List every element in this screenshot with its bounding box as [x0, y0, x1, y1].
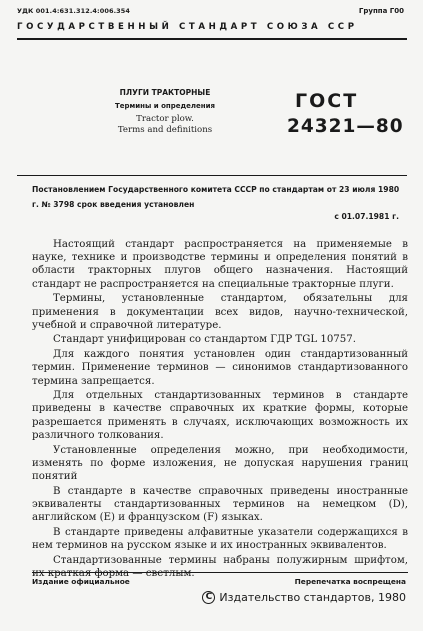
- body-text: [32, 238, 408, 582]
- publisher-name: Издательство стандартов, 1980: [219, 591, 406, 604]
- group-code: Группа Г00: [358, 7, 404, 15]
- body-paragraph: Для каждого понятия установлен один стандартизованный термин. Применение терминов — синонимов стандартизованного термина запрещается.: [32, 349, 408, 387]
- subtitle-en: Terms and definitions: [117, 125, 213, 135]
- middle-rule: [17, 175, 407, 176]
- publisher-line: [202, 591, 406, 604]
- effective-date: с 01.07.1981 г.: [334, 212, 399, 221]
- subtitle-ru: Термины и определения: [114, 102, 216, 110]
- gost-label: ГОСТ: [295, 90, 359, 112]
- body-paragraph: В стандарте в качестве справочных приведены иностранные эквиваленты стандартизованных терминов на немецком (D), английском (Е) и французском (F) языках.: [32, 485, 408, 524]
- title-en: Tractor plow.: [136, 114, 194, 124]
- body-paragraph: Термины, установленные стандартом, обязательны для применения в документации всех видов, научно-технической, учебной и справочной литературе.: [32, 293, 408, 331]
- standard-banner: ГОСУДАРСТВЕННЫЙ СТАНДАРТ СОЮЗА ССР: [17, 22, 358, 32]
- body-paragraph: Стандарт унифицирован со стандартом ГДР TGL 10757.: [53, 334, 356, 346]
- copyright-icon: C: [202, 591, 215, 604]
- reprint-note: Перепечатка воспрещена: [294, 577, 406, 586]
- gost-number: 24321—80: [287, 116, 404, 137]
- body-paragraph: Установленные определения можно, при необходимости, изменять по форме изложения, не допуская нарушения границ понятий: [32, 444, 408, 482]
- title-block: [80, 88, 250, 136]
- decree-text: Постановлением Государственного комитета СССР по стандартам от 23 июля 1980 г. № 3798 срок введения установлен: [32, 185, 400, 209]
- body-paragraph: В стандарте приведены алфавитные указатели содержащихся в нем терминов на русском языке и их иностранных эквивалентов.: [32, 526, 408, 551]
- udk-code: УДК 001.4:631.312.4:006.354: [17, 7, 131, 15]
- body-paragraph: Стандартизованные термины набраны полужирным шрифтом, их краткая форма — светлым.: [32, 554, 408, 579]
- title-ru: ПЛУГИ ТРАКТОРНЫЕ: [119, 88, 211, 97]
- body-paragraph: Настоящий стандарт распространяется на применяемые в науке, технике и производстве термины и определения понятий в области тракторных плугов общего назначения. Настоящий стандарт не распространяется на специальные тракторные плуги.: [32, 239, 408, 290]
- bottom-rule: [32, 572, 408, 573]
- body-paragraph: Для отдельных стандартизованных терминов в стандарте приведены в качестве справочных их краткие формы, которые разрешается применять в случаях, исключающих возможность их различного толкования.: [32, 390, 408, 441]
- edition-note: Издание официальное: [32, 577, 130, 586]
- top-rule: [17, 38, 407, 40]
